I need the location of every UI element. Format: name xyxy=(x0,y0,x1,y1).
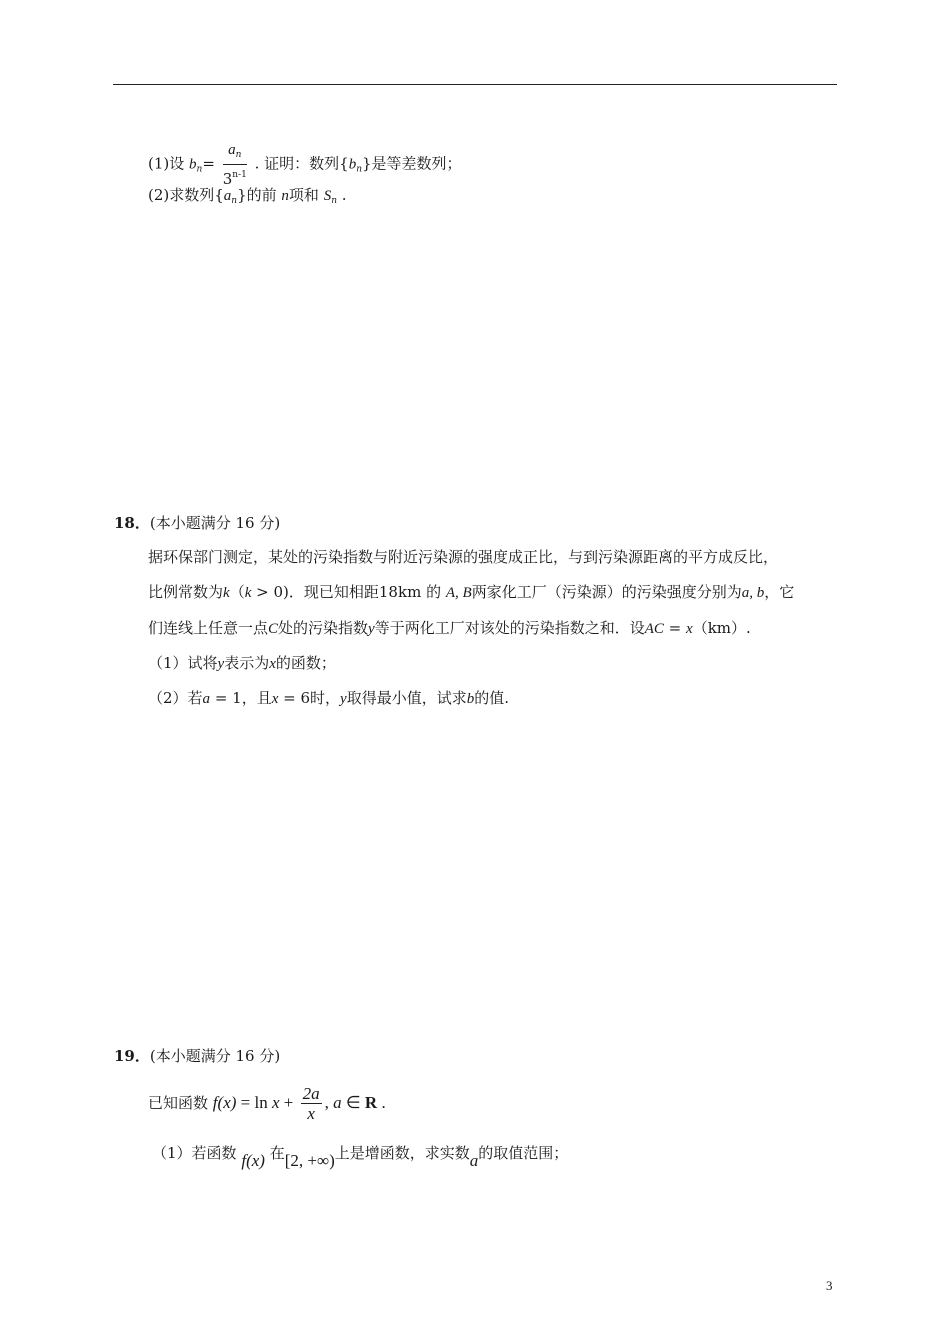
q19-points: (本小题满分 16 分) xyxy=(149,1047,281,1065)
q17-frac-exp: n-1 xyxy=(232,170,247,180)
q18-km-unit: km xyxy=(397,583,422,601)
q18-l3-a: 们连线上任意一点 xyxy=(148,619,269,637)
q17-part2-end: . xyxy=(341,186,347,204)
q17-frac-num-sub: n xyxy=(235,150,242,160)
q17-n-sub-2: n xyxy=(356,164,362,175)
q19-p1-d: 的取值范围； xyxy=(478,1144,569,1162)
q17-b-var: b xyxy=(189,156,197,173)
q19-fraction xyxy=(301,1085,322,1124)
q19-fx: (x) xyxy=(217,1093,237,1112)
q19-p1-func xyxy=(241,1151,265,1170)
q18-line1: 据环保部门测定，某处的污染指数与附近污染源的强度成正比，与到污染源距离的平方成反比， xyxy=(148,548,779,566)
q19-plus: + xyxy=(279,1093,298,1112)
q18-l2-c: > 0)．现已知相距 xyxy=(251,583,379,601)
q17-a-var: a xyxy=(223,188,232,204)
q18-l2-a: 比例常数为 xyxy=(148,583,224,601)
q18-l3-d: = xyxy=(663,619,687,637)
q17-part2-mid: }的前 xyxy=(237,186,277,204)
q17-s-var: S xyxy=(323,188,332,204)
q19-eq: = ln xyxy=(236,1093,272,1112)
q18-l3-b: 处的污染指数 xyxy=(278,619,369,637)
q18-p2-b-var: b xyxy=(466,691,475,707)
q18-l2-e: 的 xyxy=(421,583,446,601)
q19-p1-interval: [2, +∞) xyxy=(284,1151,335,1170)
q18-p2-c: = 6时， xyxy=(278,689,341,707)
q18-l2-b: （ xyxy=(229,583,245,601)
q17-part1-mid: . 证明：数列{ xyxy=(254,154,349,173)
q18-p2-d: 取得最小值，试求 xyxy=(346,689,467,707)
q18-p2-y: y xyxy=(340,691,347,707)
q18-km-unit-2: km xyxy=(707,619,732,637)
q19-frac-den: x xyxy=(307,1103,315,1123)
q18-p2-e: 的值. xyxy=(474,689,509,707)
q19-tail1: , xyxy=(324,1093,334,1112)
q19-R: R xyxy=(364,1093,378,1112)
q19-p1-fx: (x) xyxy=(246,1151,265,1170)
q18-p2-b: = 1，且 xyxy=(210,689,272,707)
q18-distance: 18 xyxy=(378,583,398,601)
q18-l2-g: ，它 xyxy=(764,583,795,601)
q17-frac-num: a xyxy=(228,142,236,158)
q18-number: 18． xyxy=(114,514,150,532)
q19-f: f xyxy=(212,1093,218,1112)
q18-part2 xyxy=(148,688,509,709)
q18-C-var: C xyxy=(268,621,279,637)
q19-p1-c: 上是增函数，求实数 xyxy=(334,1144,470,1162)
q19-x1: x xyxy=(271,1093,280,1112)
q18-p2-a-var: a xyxy=(202,691,211,707)
q19-p1-a-var: a xyxy=(469,1151,479,1170)
q18-p1-c: 的函数； xyxy=(275,654,336,672)
header-rule xyxy=(113,84,837,85)
q18-k-var: k xyxy=(223,585,230,601)
page-number: 3 xyxy=(826,1278,833,1293)
q18-p1-y: y xyxy=(217,656,225,672)
q18-l3-e: （ xyxy=(692,619,708,637)
q19-number: 19． xyxy=(114,1047,150,1065)
q18-p2-a: （2）若 xyxy=(148,689,203,707)
q18-header xyxy=(114,513,280,533)
q17-b-var-2: b xyxy=(348,156,357,173)
q19-function-expr xyxy=(212,1083,386,1123)
q18-x-var: x xyxy=(686,621,693,637)
q19-tail2: . xyxy=(377,1093,386,1112)
q17-fraction xyxy=(223,140,247,189)
q18-AC-var: AC xyxy=(644,621,664,637)
q17-n-sub: n xyxy=(196,164,203,175)
q18-l3-c: 等于两化工厂对该处的污染指数之和．设 xyxy=(374,619,645,637)
q18-AB: A, B xyxy=(445,585,472,601)
q18-k-cond: k xyxy=(244,585,252,601)
q18-p2-x: x xyxy=(271,691,279,707)
q19-p1-b: 在 xyxy=(269,1144,285,1162)
q17-part2 xyxy=(148,185,347,211)
q17-part1-label: (1)设 xyxy=(148,154,185,173)
q18-p1-a: （1）试将 xyxy=(148,654,218,672)
q17-equals: = xyxy=(202,154,215,173)
q17-frac-den: 3 xyxy=(222,170,233,188)
q19-a: a xyxy=(333,1093,342,1112)
q19-intro-text: 已知函数 xyxy=(148,1094,209,1112)
q17-part2-mid2: 项和 xyxy=(288,186,319,204)
q18-p1-b: 表示为 xyxy=(224,654,270,672)
q17-n-var: n xyxy=(281,188,289,204)
q17-part2-label: (2)求数列{ xyxy=(148,186,224,204)
q18-l3-f: ）. xyxy=(731,619,751,637)
q17-a-sub: n xyxy=(231,196,238,206)
q18-line3 xyxy=(148,618,751,639)
q19-p1-a: （1）若函数 xyxy=(152,1144,237,1162)
q18-line2 xyxy=(148,582,794,603)
q19-p1-f: f xyxy=(241,1151,247,1170)
q17-s-sub: n xyxy=(331,196,338,206)
q19-header xyxy=(114,1046,280,1066)
q17-part1 xyxy=(148,140,462,189)
q18-y-var: y xyxy=(368,621,375,637)
q19-intro xyxy=(148,1080,386,1126)
q18-ab-vars: a, b xyxy=(741,585,765,601)
q19-part1 xyxy=(152,1140,569,1170)
q18-part1 xyxy=(148,653,336,674)
q19-frac-num: 2a xyxy=(302,1083,320,1103)
q18-points: (本小题满分 16 分) xyxy=(149,514,281,532)
q18-p1-x: x xyxy=(269,656,276,672)
q18-l2-f: 两家化工厂（污染源）的污染强度分别为 xyxy=(471,583,742,601)
q19-in: ∈ xyxy=(341,1093,365,1112)
q17-part1-end: }是等差数列； xyxy=(361,154,462,173)
